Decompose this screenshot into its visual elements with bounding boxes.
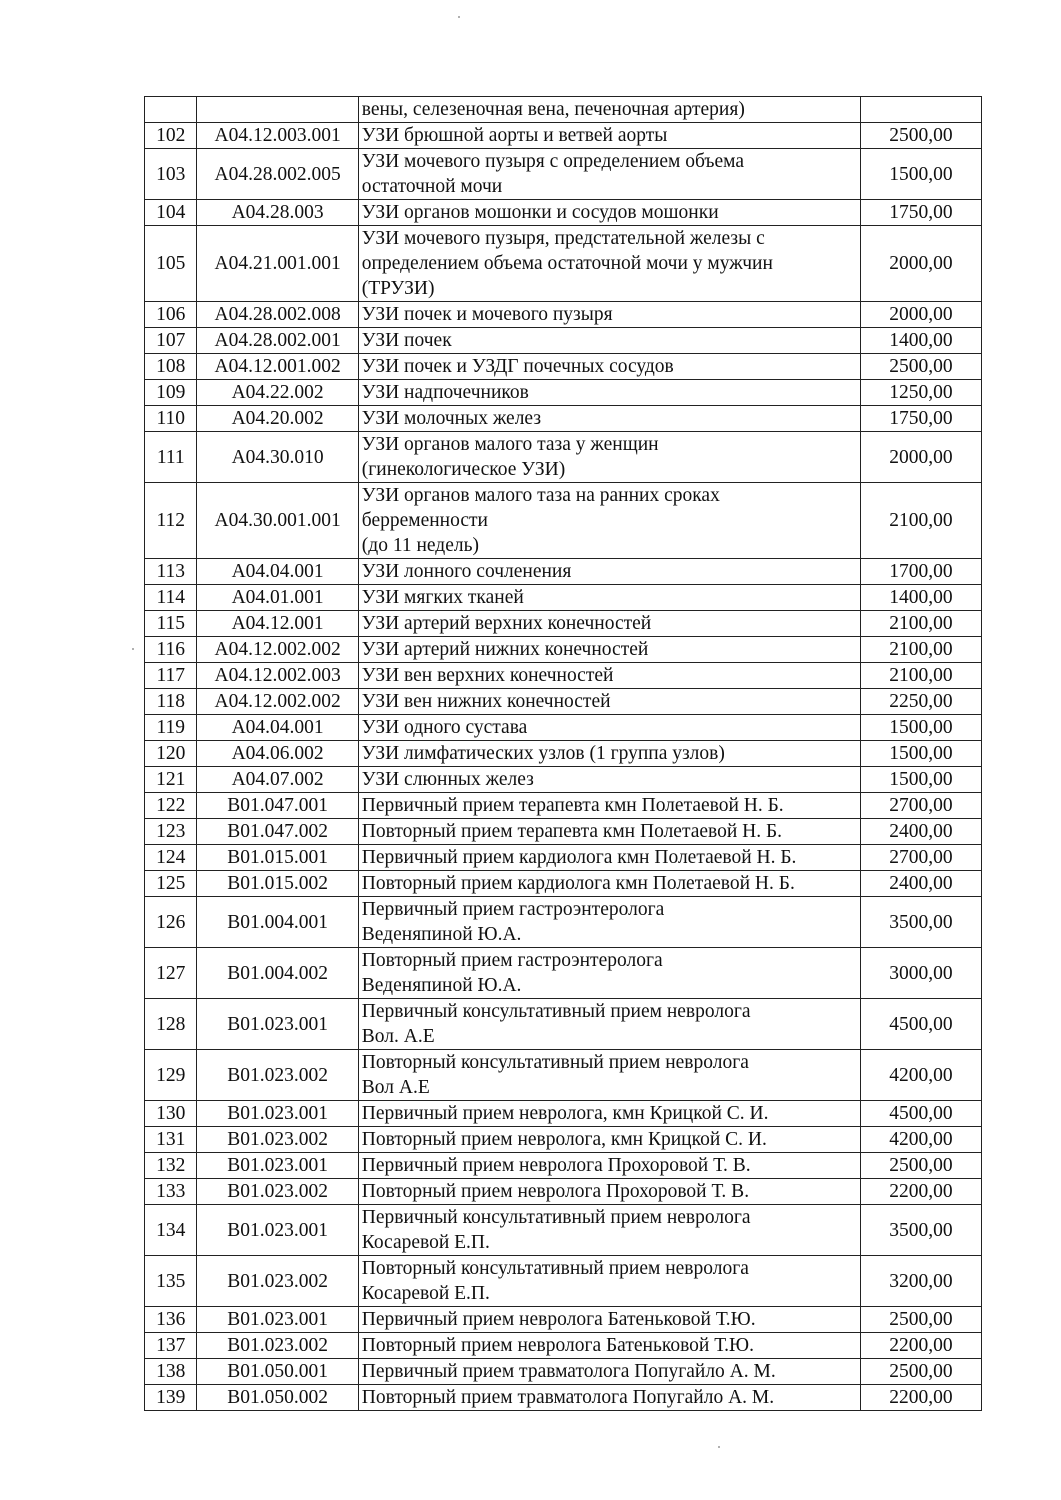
price-cell: 1500,00 [860, 149, 981, 200]
service-code-cell: А04.01.001 [197, 585, 358, 611]
table-row [145, 819, 982, 845]
service-code-cell: А04.12.001 [197, 611, 358, 637]
row-number-cell [145, 97, 197, 123]
row-number-cell: 118 [145, 689, 197, 715]
row-number-cell: 111 [145, 432, 197, 483]
row-number-cell: 124 [145, 845, 197, 871]
service-name-cell: Повторный прием кардиолога кмн Полетаевой Н. Б. [358, 871, 860, 897]
table-row [145, 1101, 982, 1127]
service-name-cell: УЗИ органов мошонки и сосудов мошонки [358, 200, 860, 226]
price-cell: 1750,00 [860, 406, 981, 432]
row-number-cell: 113 [145, 559, 197, 585]
row-number-cell: 131 [145, 1127, 197, 1153]
service-code-cell: В01.004.001 [197, 897, 358, 948]
price-cell: 2200,00 [860, 1333, 981, 1359]
price-cell: 2700,00 [860, 845, 981, 871]
service-code-cell: В01.015.001 [197, 845, 358, 871]
table-row [145, 1256, 982, 1307]
price-cell: 3500,00 [860, 1205, 981, 1256]
table-row [145, 302, 982, 328]
price-cell: 2500,00 [860, 1307, 981, 1333]
service-code-cell: В01.023.002 [197, 1050, 358, 1101]
price-cell: 1250,00 [860, 380, 981, 406]
service-name-cell: Первичный прием терапевта кмн Полетаевой Н. Б. [358, 793, 860, 819]
service-name-cell: УЗИ лонного сочленения [358, 559, 860, 585]
row-number-cell: 126 [145, 897, 197, 948]
row-number-cell: 130 [145, 1101, 197, 1127]
service-code-cell: В01.023.001 [197, 1153, 358, 1179]
table-row [145, 663, 982, 689]
table-row [145, 689, 982, 715]
row-number-cell: 136 [145, 1307, 197, 1333]
service-name-cell: УЗИ артерий верхних конечностей [358, 611, 860, 637]
service-code-cell: А04.28.003 [197, 200, 358, 226]
service-code-cell: А04.12.002.002 [197, 689, 358, 715]
table-row [145, 483, 982, 559]
price-cell: 2100,00 [860, 663, 981, 689]
price-cell: 2250,00 [860, 689, 981, 715]
scan-speck [718, 1446, 720, 1448]
table-row [145, 123, 982, 149]
price-cell: 1750,00 [860, 200, 981, 226]
row-number-cell: 125 [145, 871, 197, 897]
service-name-cell: Повторный прием терапевта кмн Полетаевой Н. Б. [358, 819, 860, 845]
table-row [145, 1050, 982, 1101]
row-number-cell: 135 [145, 1256, 197, 1307]
service-code-cell: В01.023.002 [197, 1127, 358, 1153]
table-row [145, 585, 982, 611]
service-code-cell: А04.04.001 [197, 715, 358, 741]
table-row [145, 97, 982, 123]
service-name-cell: Повторный прием гастроэнтеролога Веденяпиной Ю.А. [358, 948, 860, 999]
service-name-cell: Повторный прием невролога Батеньковой Т.Ю. [358, 1333, 860, 1359]
service-name-cell: Повторный прием травматолога Попугайло А. М. [358, 1385, 860, 1411]
service-code-cell: В01.015.002 [197, 871, 358, 897]
price-cell: 2500,00 [860, 1153, 981, 1179]
service-name-cell: Повторный консультативный прием невролога Косаревой Е.П. [358, 1256, 860, 1307]
row-number-cell: 134 [145, 1205, 197, 1256]
service-name-cell: УЗИ одного сустава [358, 715, 860, 741]
table-row [145, 1179, 982, 1205]
price-cell: 3000,00 [860, 948, 981, 999]
price-cell: 4500,00 [860, 999, 981, 1050]
service-name-cell: Первичный прием невролога Батеньковой Т.Ю. [358, 1307, 860, 1333]
table-row [145, 741, 982, 767]
row-number-cell: 105 [145, 226, 197, 302]
row-number-cell: 104 [145, 200, 197, 226]
service-name-cell: Первичный прием кардиолога кмн Полетаевой Н. Б. [358, 845, 860, 871]
table-row [145, 767, 982, 793]
service-name-cell: УЗИ брюшной аорты и ветвей аорты [358, 123, 860, 149]
service-name-cell: УЗИ мочевого пузыря с определением объема остаточной мочи [358, 149, 860, 200]
service-name-cell: Первичный консультативный прием невролога Косаревой Е.П. [358, 1205, 860, 1256]
price-cell: 2400,00 [860, 871, 981, 897]
row-number-cell: 107 [145, 328, 197, 354]
service-code-cell: В01.004.002 [197, 948, 358, 999]
table-row [145, 1205, 982, 1256]
price-table [144, 96, 982, 1411]
price-cell: 4200,00 [860, 1127, 981, 1153]
price-cell: 2500,00 [860, 1359, 981, 1385]
price-cell [860, 97, 981, 123]
table-row [145, 637, 982, 663]
row-number-cell: 133 [145, 1179, 197, 1205]
price-cell: 1500,00 [860, 715, 981, 741]
table-row [145, 1127, 982, 1153]
row-number-cell: 108 [145, 354, 197, 380]
table-row [145, 1333, 982, 1359]
table-row [145, 149, 982, 200]
price-cell: 1500,00 [860, 741, 981, 767]
price-cell: 1400,00 [860, 328, 981, 354]
service-code-cell: В01.023.002 [197, 1333, 358, 1359]
price-cell: 3200,00 [860, 1256, 981, 1307]
service-code-cell: А04.04.001 [197, 559, 358, 585]
service-code-cell: А04.06.002 [197, 741, 358, 767]
service-name-cell: Повторный консультативный прием невролога Вол А.Е [358, 1050, 860, 1101]
price-cell: 1500,00 [860, 767, 981, 793]
row-number-cell: 106 [145, 302, 197, 328]
table-row [145, 1307, 982, 1333]
service-name-cell: УЗИ мягких тканей [358, 585, 860, 611]
table-row [145, 715, 982, 741]
service-code-cell: А04.12.002.002 [197, 637, 358, 663]
service-name-cell: УЗИ мочевого пузыря, предстательной железы с определением объема остаточной мочи у мужчин (ТРУЗИ) [358, 226, 860, 302]
row-number-cell: 102 [145, 123, 197, 149]
row-number-cell: 121 [145, 767, 197, 793]
service-name-cell: УЗИ лимфатических узлов (1 группа узлов) [358, 741, 860, 767]
row-number-cell: 115 [145, 611, 197, 637]
service-name-cell: вены, селезеночная вена, печеночная артерия) [358, 97, 860, 123]
table-row [145, 226, 982, 302]
service-name-cell: УЗИ почек [358, 328, 860, 354]
service-code-cell: В01.023.002 [197, 1179, 358, 1205]
table-row [145, 611, 982, 637]
row-number-cell: 139 [145, 1385, 197, 1411]
row-number-cell: 132 [145, 1153, 197, 1179]
service-code-cell: В01.023.001 [197, 1205, 358, 1256]
table-row [145, 1385, 982, 1411]
row-number-cell: 103 [145, 149, 197, 200]
row-number-cell: 117 [145, 663, 197, 689]
service-code-cell: А04.28.002.008 [197, 302, 358, 328]
price-cell: 4500,00 [860, 1101, 981, 1127]
service-code-cell: В01.023.002 [197, 1256, 358, 1307]
scan-speck [458, 16, 460, 18]
service-name-cell: УЗИ органов малого таза на ранних сроках берременности (до 11 недель) [358, 483, 860, 559]
service-code-cell: А04.28.002.001 [197, 328, 358, 354]
service-code-cell: А04.20.002 [197, 406, 358, 432]
row-number-cell: 138 [145, 1359, 197, 1385]
price-cell: 2000,00 [860, 226, 981, 302]
price-cell: 2100,00 [860, 637, 981, 663]
table-row [145, 432, 982, 483]
row-number-cell: 119 [145, 715, 197, 741]
price-cell: 2700,00 [860, 793, 981, 819]
service-code-cell: А04.21.001.001 [197, 226, 358, 302]
price-cell: 2500,00 [860, 354, 981, 380]
table-row [145, 1359, 982, 1385]
service-name-cell: Повторный прием невролога Прохоровой Т. В. [358, 1179, 860, 1205]
price-cell: 2200,00 [860, 1385, 981, 1411]
service-code-cell: А04.22.002 [197, 380, 358, 406]
row-number-cell: 116 [145, 637, 197, 663]
service-name-cell: УЗИ почек и УЗДГ почечных сосудов [358, 354, 860, 380]
service-name-cell: Первичный прием невролога, кмн Крицкой С. И. [358, 1101, 860, 1127]
row-number-cell: 120 [145, 741, 197, 767]
table-row [145, 845, 982, 871]
service-code-cell: А04.07.002 [197, 767, 358, 793]
table-row [145, 354, 982, 380]
price-cell: 2100,00 [860, 611, 981, 637]
table-row [145, 871, 982, 897]
row-number-cell: 112 [145, 483, 197, 559]
table-row [145, 200, 982, 226]
table-row [145, 948, 982, 999]
price-cell: 4200,00 [860, 1050, 981, 1101]
price-cell: 1700,00 [860, 559, 981, 585]
service-name-cell: Первичный прием гастроэнтеролога Веденяпиной Ю.А. [358, 897, 860, 948]
price-table-body [145, 97, 982, 1411]
row-number-cell: 114 [145, 585, 197, 611]
service-name-cell: УЗИ почек и мочевого пузыря [358, 302, 860, 328]
service-name-cell: УЗИ молочных желез [358, 406, 860, 432]
service-code-cell: В01.047.002 [197, 819, 358, 845]
service-code-cell: В01.050.002 [197, 1385, 358, 1411]
table-row [145, 793, 982, 819]
service-name-cell: Первичный прием невролога Прохоровой Т. В. [358, 1153, 860, 1179]
service-code-cell: В01.023.001 [197, 1101, 358, 1127]
table-row [145, 1153, 982, 1179]
row-number-cell: 129 [145, 1050, 197, 1101]
service-name-cell: УЗИ артерий нижних конечностей [358, 637, 860, 663]
row-number-cell: 110 [145, 406, 197, 432]
service-code-cell: А04.12.003.001 [197, 123, 358, 149]
price-cell: 3500,00 [860, 897, 981, 948]
service-code-cell: В01.023.001 [197, 999, 358, 1050]
row-number-cell: 127 [145, 948, 197, 999]
service-code-cell: А04.12.001.002 [197, 354, 358, 380]
table-row [145, 897, 982, 948]
table-row [145, 559, 982, 585]
service-code-cell: А04.12.002.003 [197, 663, 358, 689]
service-code-cell: В01.047.001 [197, 793, 358, 819]
row-number-cell: 137 [145, 1333, 197, 1359]
price-cell: 2200,00 [860, 1179, 981, 1205]
service-code-cell: В01.050.001 [197, 1359, 358, 1385]
service-name-cell: УЗИ слюнных желез [358, 767, 860, 793]
table-row [145, 328, 982, 354]
service-name-cell: Первичный прием травматолога Попугайло А. М. [358, 1359, 860, 1385]
price-cell: 1400,00 [860, 585, 981, 611]
price-cell: 2000,00 [860, 432, 981, 483]
price-cell: 2100,00 [860, 483, 981, 559]
service-code-cell: А04.28.002.005 [197, 149, 358, 200]
price-cell: 2000,00 [860, 302, 981, 328]
price-cell: 2400,00 [860, 819, 981, 845]
table-row [145, 406, 982, 432]
service-name-cell: Первичный консультативный прием невролога Вол. А.Е [358, 999, 860, 1050]
service-name-cell: Повторный прием невролога, кмн Крицкой С. И. [358, 1127, 860, 1153]
service-name-cell: УЗИ вен верхних конечностей [358, 663, 860, 689]
row-number-cell: 128 [145, 999, 197, 1050]
scan-speck [132, 648, 134, 650]
service-code-cell: А04.30.010 [197, 432, 358, 483]
service-code-cell: А04.30.001.001 [197, 483, 358, 559]
price-cell: 2500,00 [860, 123, 981, 149]
service-name-cell: УЗИ вен нижних конечностей [358, 689, 860, 715]
service-code-cell [197, 97, 358, 123]
service-name-cell: УЗИ органов малого таза у женщин (гинекологическое УЗИ) [358, 432, 860, 483]
row-number-cell: 109 [145, 380, 197, 406]
table-row [145, 380, 982, 406]
row-number-cell: 122 [145, 793, 197, 819]
service-code-cell: В01.023.001 [197, 1307, 358, 1333]
service-name-cell: УЗИ надпочечников [358, 380, 860, 406]
row-number-cell: 123 [145, 819, 197, 845]
table-row [145, 999, 982, 1050]
